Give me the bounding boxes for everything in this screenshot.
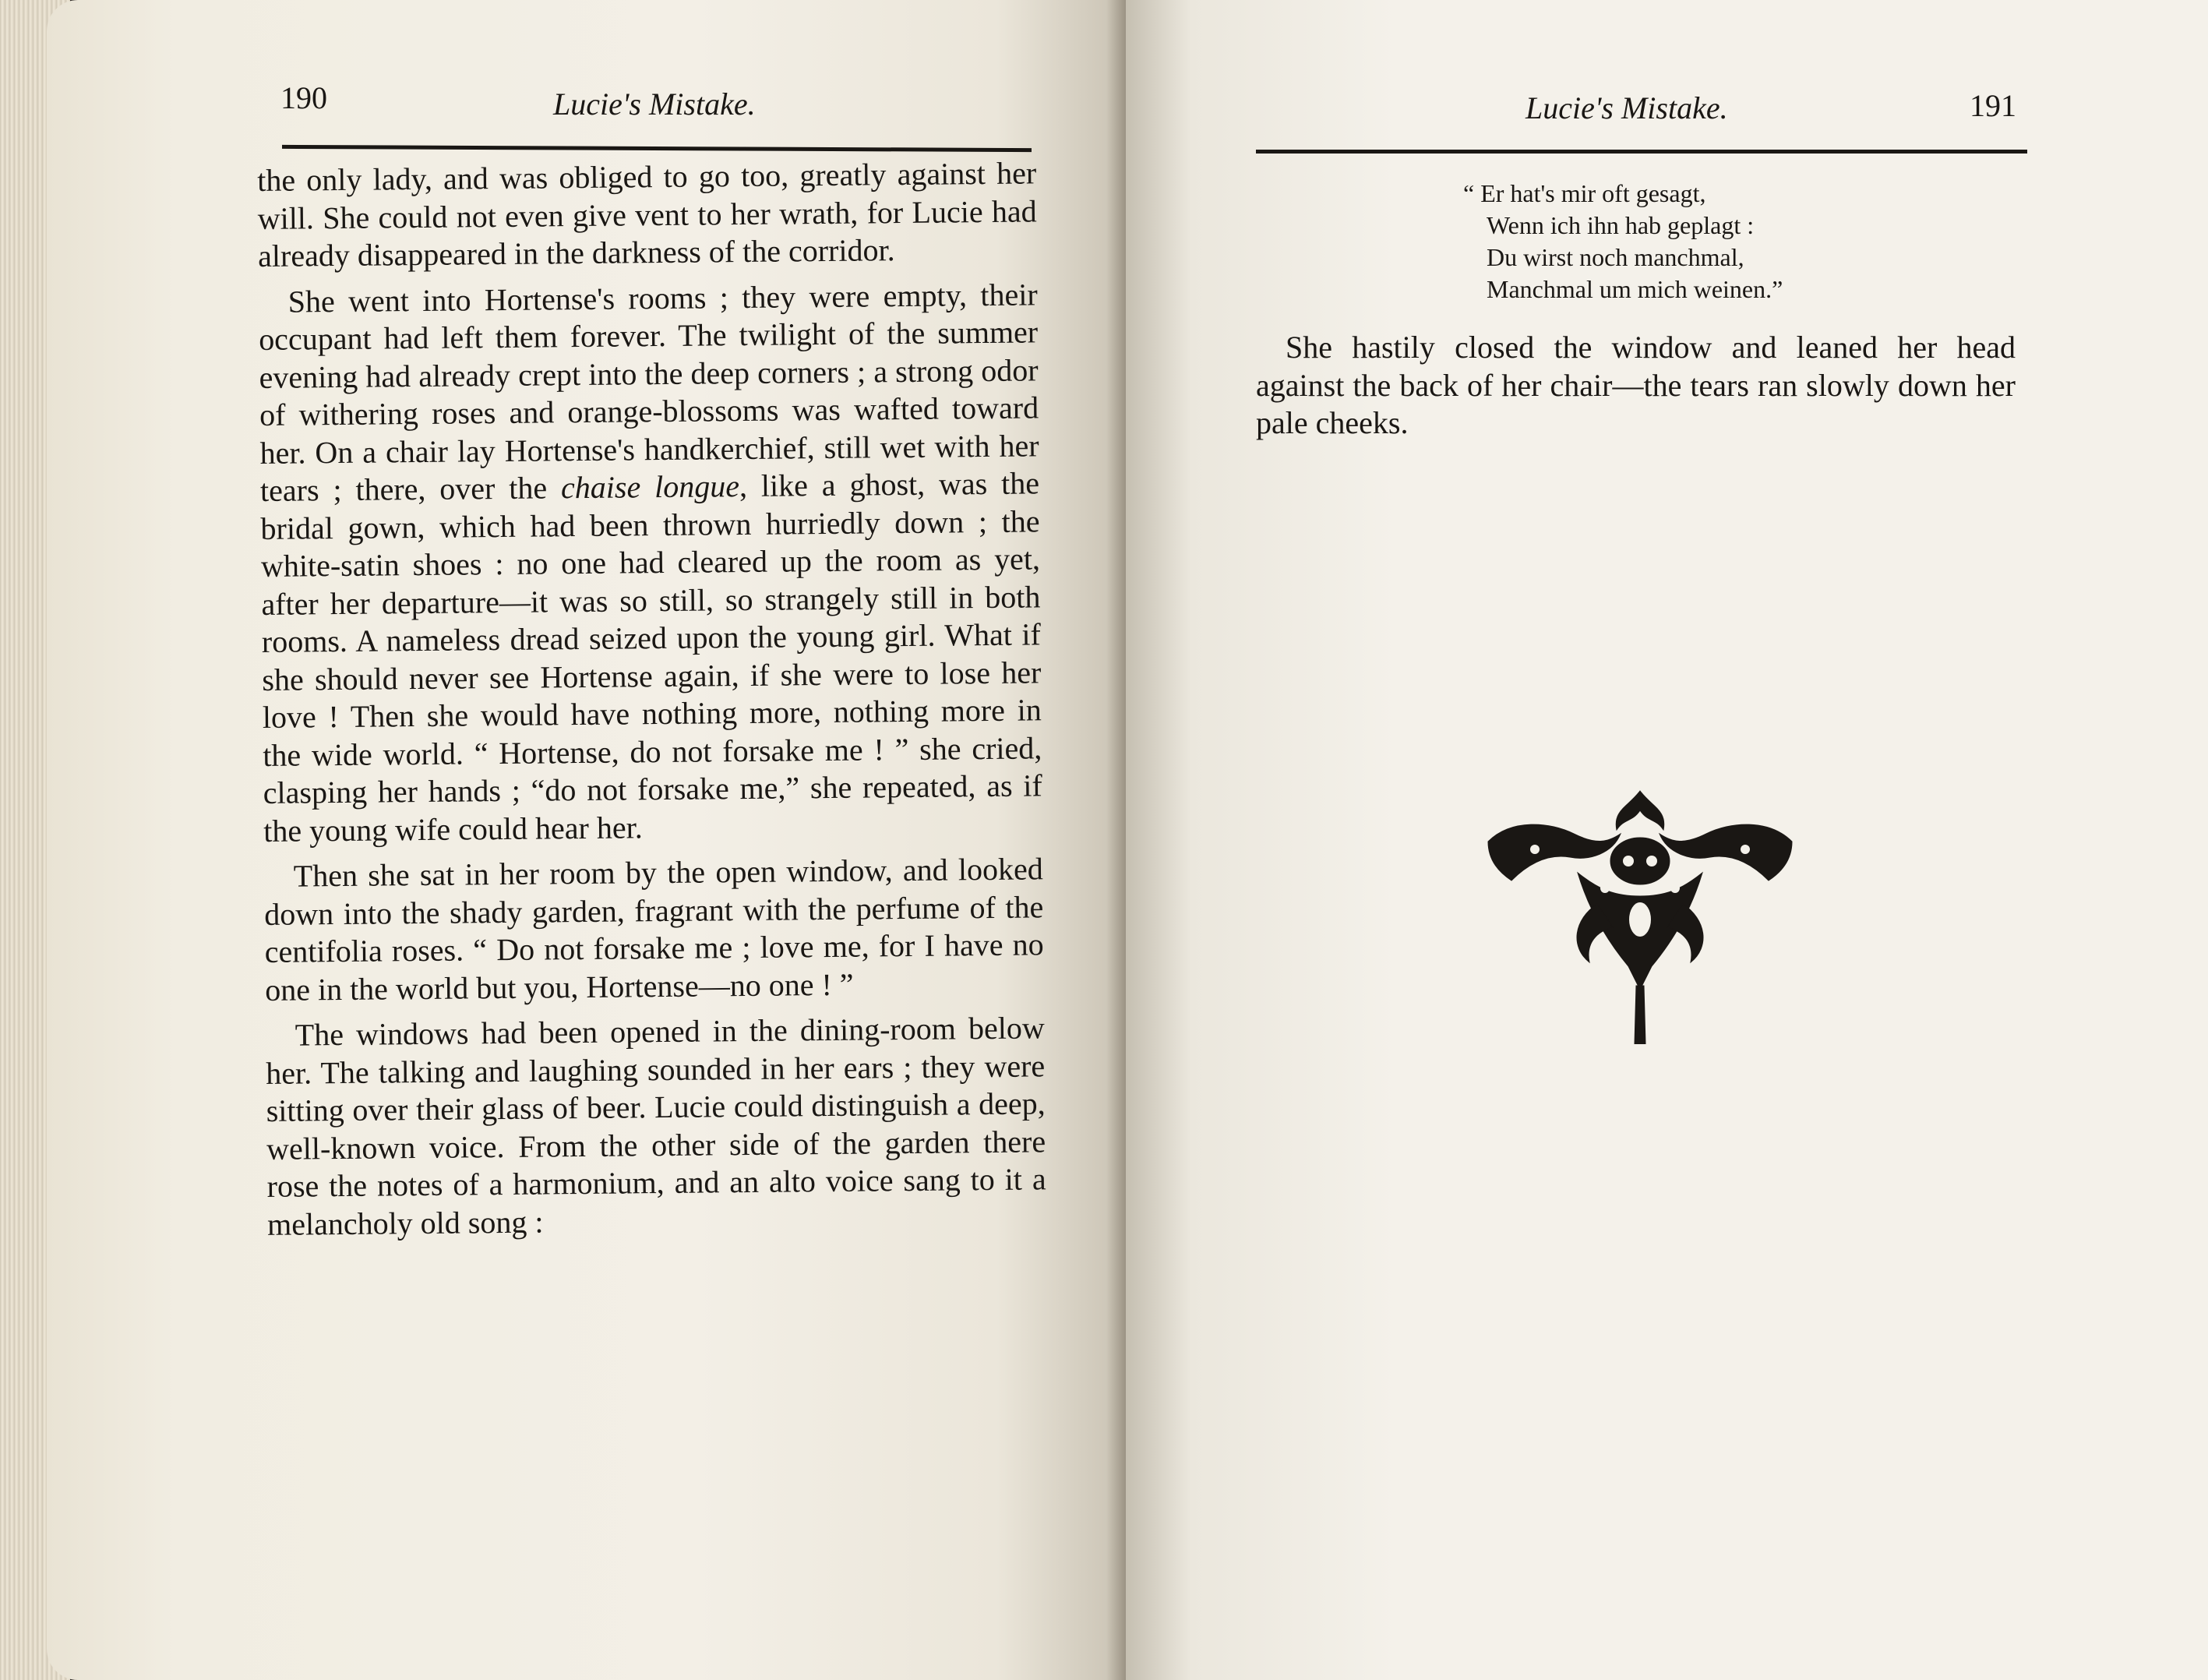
right-head-rule — [1256, 150, 2027, 154]
right-paragraph: She hastily closed the window and leaned her head against the back of her chair—the tears ran slowly down her pale cheeks. — [1256, 330, 2016, 440]
verse-line-4: Manchmal um mich weinen.” — [1487, 275, 1783, 303]
left-folio — [280, 79, 327, 116]
verse-line-3: Du wirst noch manchmal, — [1487, 243, 1744, 271]
verse-block — [1463, 178, 1783, 305]
paragraph-4: The windows had been opened in the dining-room below her. The talking and laughing sounded in her ears ; they were sitting over their glass of beer. Lucie could distinguish a deep, well-known voice. From the other side of the garden there rose the notes of a harmonium, and an alto voice sang to it a melancholy old song : — [266, 1010, 1046, 1242]
left-running-title: Lucie's Mistake. — [553, 86, 756, 122]
verse-line-2: Wenn ich ihn hab geplagt : — [1487, 211, 1755, 239]
italic-phrase: chaise longue — [560, 468, 740, 506]
verse-line-1: “ Er hat's mir oft gesagt, — [1463, 179, 1706, 207]
floral-tailpiece-icon — [1480, 787, 1800, 1044]
right-running-title: Lucie's Mistake. — [1525, 90, 1728, 125]
paragraph-2: She went into Hortense's rooms ; they were empty, their occupant had left them forever. The twilight of the summer evening had already crept into the deep corners ; a strong odor of withering roses and orange-blossoms was wafted toward her. On a chair lay Hortense's handkerchief, still wet with her tears ; there, over the chaise longue, like a ghost, was the bridal gown, which had been thrown hurriedly down ; the white-satin shoes : no one had cleared up the room as yet, after her departure—it was so still, so strangely still in both rooms. A nameless dread seized upon the young girl. What if she should never see Hortense again, if she were to lose her love ! Then she would have nothing more, nothing more in the wide world. “ Hortense, do not forsake me ! ” she cried, clasping her hands ; “do not forsake me,” she repeated, as if the young wife could hear her. — [258, 276, 1042, 849]
left-text-block — [257, 154, 1046, 1244]
paragraph-3: Then she sat in her room by the open window, and looked down into the shady garden, fragrant with the perfume of the centifolia roses. “ Do not forsake me ; love me, for I have no one in the world but you, Hortense—no one ! ” — [264, 851, 1044, 1008]
page-number-191: 191 — [1970, 88, 2016, 123]
page-number-190: 190 — [280, 80, 327, 115]
right-folio — [1970, 87, 2016, 124]
paragraph-1: the only lady, and was obliged to go too, greatly against her will. She could not even give vent to her wrath, for Lucie had already disappeared in the darkness of the corridor. — [257, 155, 1037, 274]
left-head-rule — [282, 145, 1032, 152]
left-page — [47, 0, 1126, 1680]
